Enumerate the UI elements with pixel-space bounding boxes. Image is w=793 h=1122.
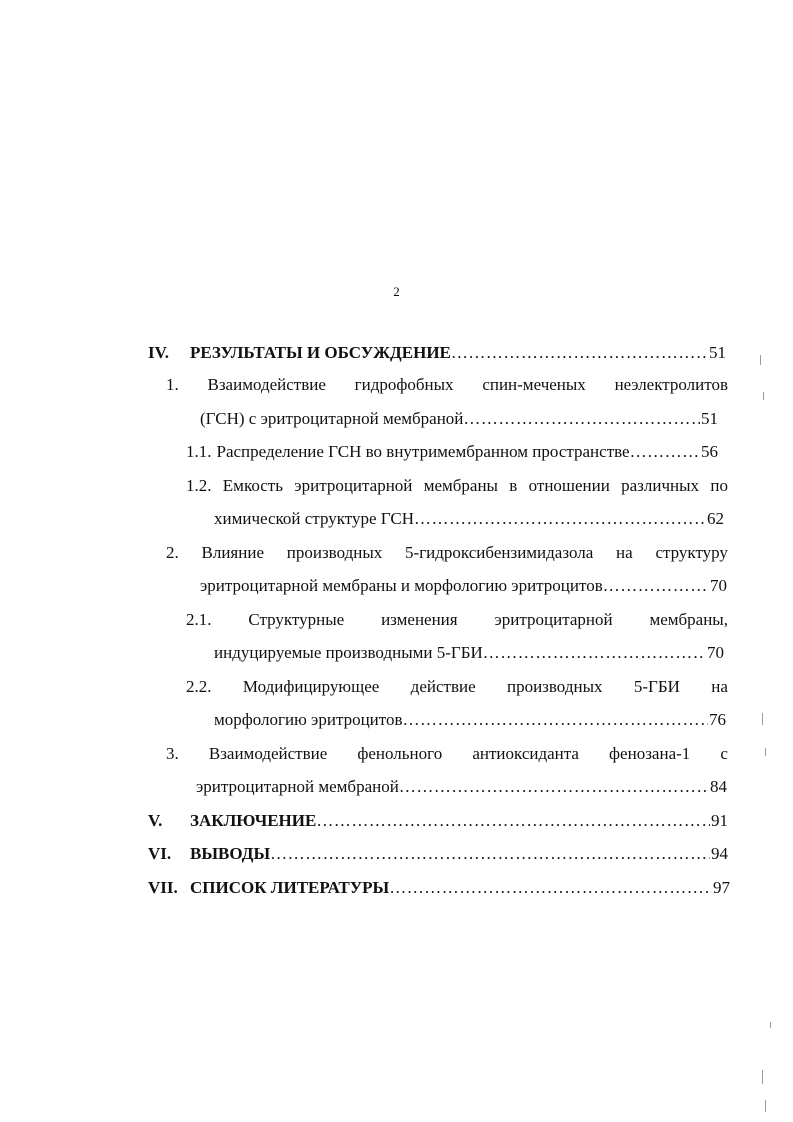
toc-word: Влияние: [201, 543, 264, 562]
toc-entry-v: [148, 811, 728, 831]
toc-word: на: [616, 543, 633, 562]
dot-leader: [630, 442, 700, 462]
toc-title: Распределение ГСН во внутримембранном пространстве: [216, 442, 630, 461]
toc-page: 94: [711, 844, 728, 863]
dot-leader: [603, 576, 709, 596]
toc-page: 84: [710, 777, 727, 796]
toc-page: 76: [709, 710, 726, 729]
toc-word: отношении: [528, 476, 610, 495]
toc-word: эритроцитарной: [294, 476, 413, 495]
toc-word: с: [720, 744, 728, 763]
dot-leader: [414, 509, 706, 529]
toc-word: фенольного: [357, 744, 443, 763]
toc-title: (ГСН) с эритроцитарной мембраной: [200, 409, 464, 428]
toc-page: 91: [711, 811, 728, 830]
roman-numeral: IV.: [148, 343, 169, 362]
toc-title: эритроцитарной мембраны и морфологию эритроцитов: [200, 576, 603, 595]
toc-word: на: [711, 677, 728, 696]
toc-number: 1.2.: [186, 476, 212, 495]
toc-page: 51: [701, 409, 718, 428]
toc-number: 2.: [166, 543, 179, 562]
scan-speck: [762, 713, 763, 725]
scan-speck: [765, 748, 766, 756]
toc-word: неэлектролитов: [614, 375, 728, 394]
toc-word: изменения: [381, 610, 458, 629]
toc-word: мембраны,: [649, 610, 728, 629]
toc-entry-1-1: [186, 442, 718, 462]
toc-page: 70: [707, 643, 724, 662]
toc-page: 51: [709, 343, 726, 362]
roman-numeral: VII.: [148, 878, 178, 897]
toc-entry-2: [166, 543, 728, 563]
toc-title: эритроцитарной мембраной: [196, 777, 399, 796]
toc-title: морфологию эритроцитов: [214, 710, 403, 729]
toc-word: 5-гидроксибензимидазола: [405, 543, 594, 562]
toc-page: 56: [701, 442, 718, 461]
scan-speck: [763, 392, 764, 400]
toc-word: производных: [286, 543, 383, 562]
toc-entry-2-2-cont: [214, 710, 726, 730]
toc-page: 62: [707, 509, 724, 528]
toc-entry-3-cont: [196, 777, 727, 797]
scan-speck: [765, 1100, 766, 1112]
toc-title: индуцируемые производными 5-ГБИ: [214, 643, 483, 662]
dot-leader: [403, 710, 708, 730]
roman-numeral: VI.: [148, 844, 172, 863]
scan-speck: [770, 1022, 771, 1028]
toc-word: эритроцитарной: [494, 610, 613, 629]
toc-word: структуру: [655, 543, 728, 562]
toc-number: 1.: [166, 375, 179, 394]
toc-word: Взаимодействие: [207, 375, 326, 394]
toc-word: 5-ГБИ: [633, 677, 680, 696]
dot-leader: [389, 878, 712, 898]
dot-leader: [483, 643, 706, 663]
toc-entry-3: [166, 744, 728, 764]
toc-word: различных: [621, 476, 700, 495]
toc-word: Структурные: [248, 610, 345, 629]
dot-leader: [316, 811, 710, 831]
toc-word: 2.2.: [186, 677, 212, 696]
scan-speck: [760, 355, 761, 365]
dot-leader: [270, 844, 710, 864]
toc-word: 2.1.: [186, 610, 212, 629]
toc-title: химической структуре ГСН: [214, 509, 414, 528]
toc-word: Емкость: [222, 476, 283, 495]
toc-word: действие: [410, 677, 476, 696]
toc-entry-iv: [148, 343, 726, 363]
toc-word: фенозана-1: [609, 744, 691, 763]
toc-title: ЗАКЛЮЧЕНИЕ: [190, 811, 317, 830]
toc-word: гидрофобных: [354, 375, 454, 394]
toc-word: спин-меченых: [482, 375, 586, 394]
toc-entry-1-2-cont: [214, 509, 724, 529]
scan-speck: [762, 1070, 763, 1084]
toc-word: Модифицирующее: [242, 677, 380, 696]
dot-leader: [463, 409, 700, 429]
toc-entry-2-cont: [200, 576, 727, 596]
dot-leader: [399, 777, 709, 797]
page-number: 2: [393, 284, 400, 299]
toc-page: 70: [710, 576, 727, 595]
toc-word: производных: [506, 677, 603, 696]
toc-page: 97: [713, 878, 730, 897]
toc-title: СПИСОК ЛИТЕРАТУРЫ: [190, 878, 390, 897]
toc-word: антиоксиданта: [472, 744, 579, 763]
toc-entry-vii: [148, 878, 730, 898]
toc-title: ВЫВОДЫ: [190, 844, 271, 863]
toc-title: РЕЗУЛЬТАТЫ И ОБСУЖДЕНИЕ: [190, 343, 451, 362]
toc-entry-1-2: [186, 476, 728, 496]
toc-entry-2-2: [186, 677, 728, 697]
toc-entry-2-1: [186, 610, 728, 630]
toc-number: 1.1.: [186, 442, 212, 461]
toc-word: Взаимодействие: [208, 744, 328, 763]
dot-leader: [451, 343, 708, 363]
toc-word: 3.: [166, 744, 179, 763]
toc-entry-vi: [148, 844, 728, 864]
toc-word: по: [710, 476, 728, 495]
roman-numeral: V.: [148, 811, 163, 830]
toc-entry-1-cont: [200, 409, 718, 429]
toc-entry-2-1-cont: [214, 643, 724, 663]
toc-entry-1: [166, 375, 728, 395]
toc-word: мембраны: [423, 476, 498, 495]
toc-word: в: [509, 476, 518, 495]
